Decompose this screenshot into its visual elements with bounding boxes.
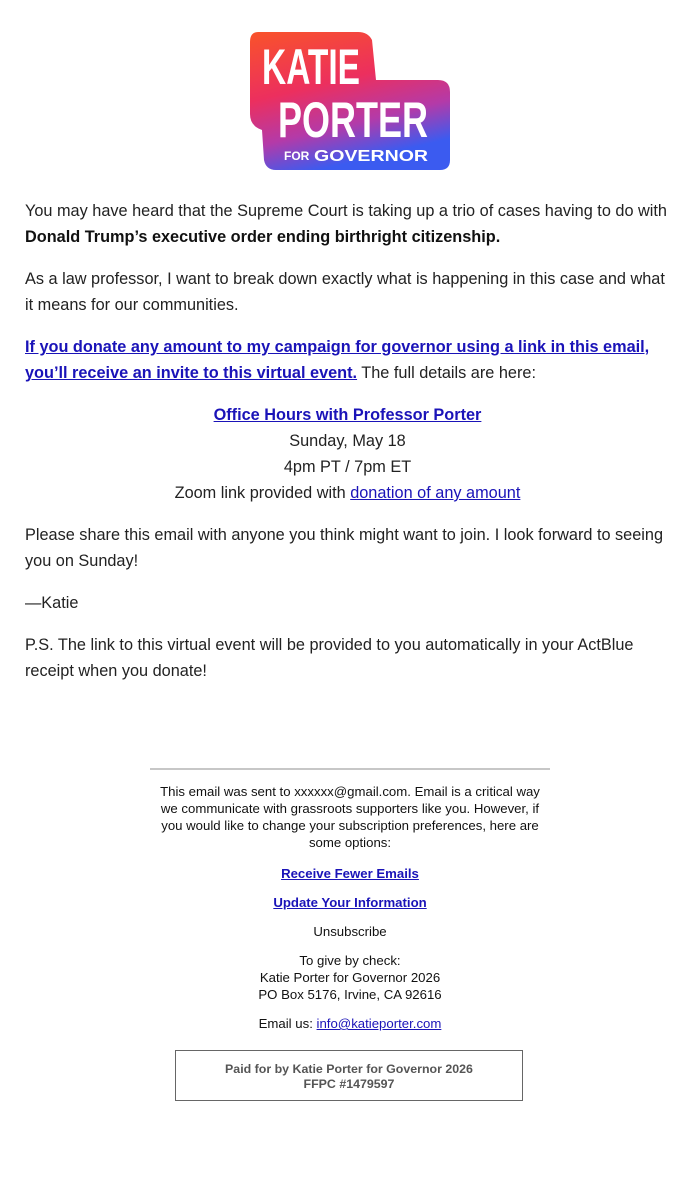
unsubscribe-link[interactable]: Unsubscribe — [313, 924, 387, 939]
donate-invite-link[interactable]: If you donate any amount to my campaign for governor using a link in this email, you’ll receive an invite to this virtual event. — [25, 338, 650, 382]
logo-line2: PORTER — [278, 92, 428, 148]
contact-email-link[interactable]: info@katieporter.com — [316, 1016, 442, 1031]
zoom-text: Zoom link provided with — [174, 484, 351, 502]
check-info — [150, 952, 550, 1003]
email-body — [25, 198, 670, 700]
receive-fewer-emails-link[interactable]: Receive Fewer Emails — [281, 866, 419, 881]
event-zoom — [25, 480, 670, 506]
logo-graphic — [248, 30, 452, 172]
logo-for: FOR — [284, 149, 310, 163]
intro-paragraph — [25, 198, 670, 250]
logo-line1: KATIE — [262, 39, 360, 95]
footer-notice: This email was sent to xxxxxx@gmail.com. Email is a critical way we communicate with grassroots supporters like you. However, if you would like to change your subscription preferences, here are some options: — [160, 784, 540, 850]
paid-for-disclaimer — [175, 1050, 523, 1101]
check-label: To give by check: — [299, 953, 401, 968]
intro-text: You may have heard that the Supreme Court is taking up a trio of cases having to do with — [25, 202, 667, 220]
update-information-link[interactable]: Update Your Information — [273, 895, 427, 910]
donate-paragraph — [25, 334, 670, 386]
professor-paragraph: As a law professor, I want to break down exactly what is happening in this case and what it means for our communities. — [25, 270, 665, 314]
footer-divider — [150, 768, 550, 770]
event-details — [25, 402, 670, 506]
email-us — [150, 1015, 550, 1032]
intro-bold: Donald Trump’s executive order ending birthright citizenship. — [25, 228, 501, 246]
check-address: PO Box 5176, Irvine, CA 92616 — [258, 987, 442, 1002]
logo-governor: GOVERNOR — [314, 148, 429, 165]
check-name: Katie Porter for Governor 2026 — [259, 970, 441, 985]
event-title-link[interactable]: Office Hours with Professor Porter — [213, 406, 482, 424]
email-label: Email us: — [258, 1016, 317, 1031]
paid-for-text: Paid for by Katie Porter for Governor 2026 — [225, 1062, 473, 1076]
signoff: —Katie — [25, 594, 79, 612]
donation-link[interactable]: donation of any amount — [350, 484, 521, 502]
event-time: 4pm PT / 7pm ET — [283, 458, 412, 476]
campaign-logo — [248, 30, 452, 172]
share-paragraph: Please share this email with anyone you think might want to join. I look forward to seeing you on Sunday! — [25, 526, 664, 570]
donate-followup-text: The full details are here: — [357, 364, 536, 382]
event-date: Sunday, May 18 — [289, 432, 406, 450]
ffpc-number: FFPC #1479597 — [303, 1077, 395, 1091]
email-footer — [150, 783, 550, 1044]
ps-paragraph: P.S. The link to this virtual event will be provided to you automatically in your ActBlue receipt when you donate! — [25, 636, 634, 680]
